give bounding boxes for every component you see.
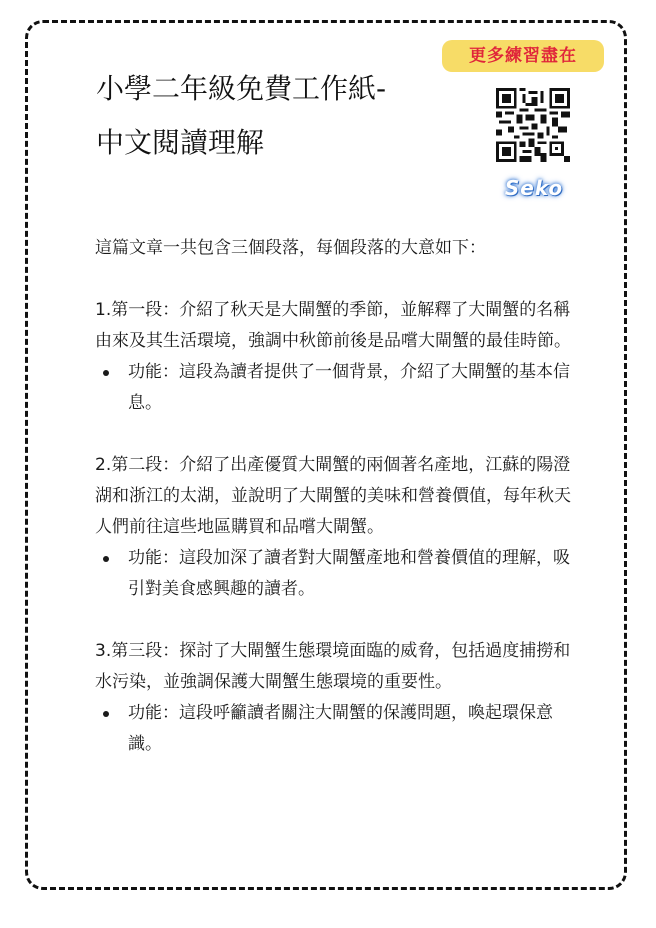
section-1-function-text: 功能：這段為讀者提供了一個背景，介紹了大閘蟹的基本信息。 — [128, 362, 570, 413]
promo-badge[interactable]: 更多練習盡在 — [442, 40, 604, 72]
bullet-dot-icon — [103, 556, 109, 562]
bullet-dot-icon — [103, 370, 109, 376]
qr-code-icon[interactable] — [496, 88, 570, 162]
title-line-1: 小學二年級免費工作紙- — [96, 72, 387, 105]
title-line-2: 中文閱讀理解 — [96, 126, 265, 159]
reading-content — [95, 233, 575, 760]
section-2-text: 2.第二段：介紹了出產優質大閘蟹的兩個著名產地，江蘇的陽澄湖和浙江的太湖，並說明了大閘蟹的美味和營養價值，每年秋天人們前往這些地區購買和品嚐大閘蟹。 — [95, 455, 571, 537]
section-2-function-text: 功能：這段加深了讀者對大閘蟹產地和營養價值的理解，吸引對美食感興趣的讀者。 — [128, 548, 570, 599]
intro-text: 這篇文章一共包含三個段落，每個段落的大意如下： — [95, 238, 486, 258]
page-title — [96, 62, 386, 170]
section-3-function-text: 功能：這段呼籲讀者關注大閘蟹的保護問題，喚起環保意識。 — [128, 703, 553, 754]
brand-logo: Seko — [504, 176, 564, 200]
section-1-function — [95, 357, 575, 419]
section-3-function — [95, 698, 575, 760]
section-3-text: 3.第三段：探討了大閘蟹生態環境面臨的威脅，包括過度捕撈和水污染，並強調保護大閘蟹生態環境的重要性。 — [95, 641, 571, 692]
section-1-text: 1.第一段：介紹了秋天是大閘蟹的季節，並解釋了大閘蟹的名稱由來及其生活環境，強調中秋節前後是品嚐大閘蟹的最佳時節。 — [95, 300, 571, 351]
bullet-dot-icon — [103, 711, 109, 717]
section-2-function — [95, 543, 575, 605]
